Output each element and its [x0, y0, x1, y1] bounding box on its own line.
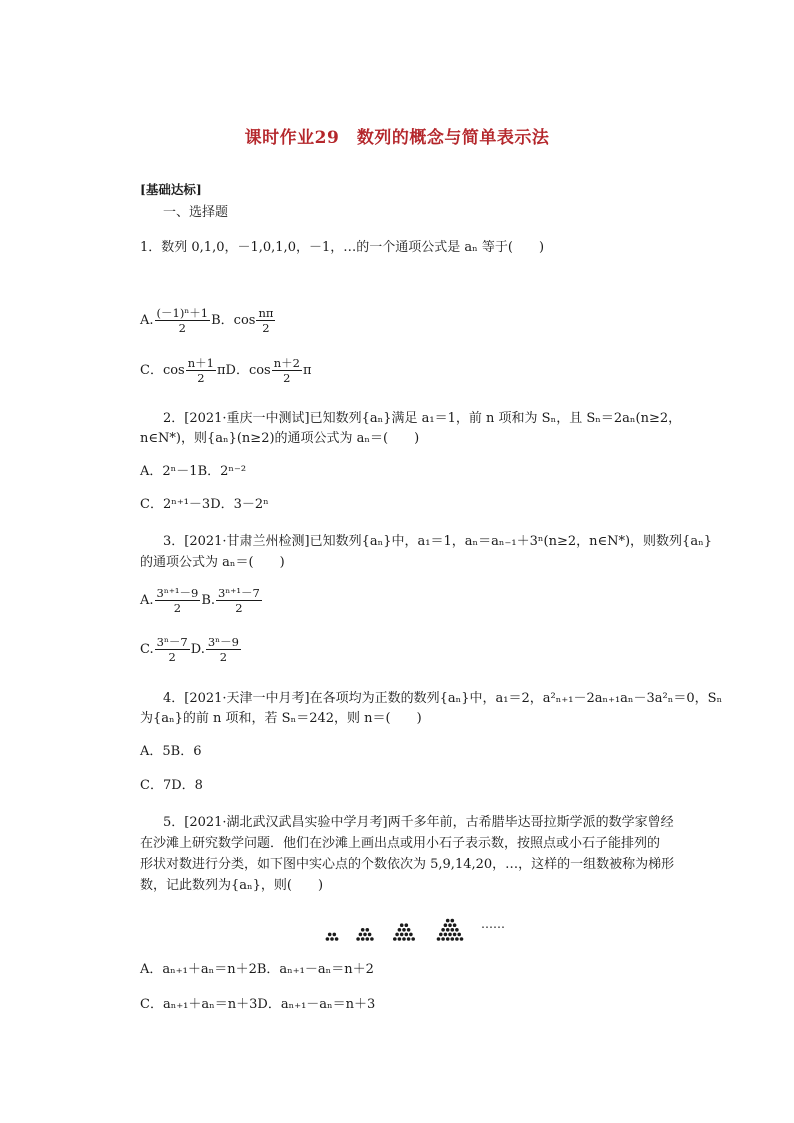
dot — [326, 937, 330, 941]
q1-option-b-num: nπ — [258, 306, 274, 320]
q3-option-c-fraction — [155, 635, 190, 664]
q1-option-d-suffix: π — [302, 363, 312, 378]
dot — [446, 919, 450, 923]
dot — [400, 933, 404, 937]
q1-option-a-den: 2 — [178, 321, 186, 335]
dot — [444, 933, 448, 937]
dot — [366, 937, 370, 941]
q3-option-a-prefix: A. — [140, 593, 154, 608]
q5-line-3: 形状对数进行分类，如下图中实心点的个数依次为 5,9,14,20，…，这样的一组数被称为梯形 — [140, 857, 675, 872]
dot — [402, 937, 406, 941]
q2-line-2: n∈N*)，则{aₙ}(n≥2)的通项公式为 aₙ＝( ) — [140, 431, 420, 446]
q1-options-ab — [140, 306, 276, 335]
dot — [409, 933, 413, 937]
q4-option-c: C．7 — [140, 778, 172, 793]
dot — [446, 928, 450, 932]
q3-options-cd — [140, 635, 242, 664]
dot — [330, 937, 334, 941]
dot — [455, 928, 459, 932]
q1-option-a-fraction — [155, 306, 211, 335]
trapezoid-dots-svg — [318, 906, 508, 946]
q1-option-c-num: n＋1 — [187, 356, 214, 370]
q1-option-d-fraction — [272, 356, 302, 385]
q2-line-1: 2．[2021·重庆一中测试]已知数列{aₙ}满足 a₁＝1，前 n 项和为 Sₙ，且 Sₙ＝2aₙ(n≥2， — [163, 411, 682, 426]
q5-option-d: D．aₙ₊₁－aₙ＝n＋3 — [257, 997, 376, 1012]
dot — [460, 937, 464, 941]
q3-option-a-num: 3ⁿ⁺¹－9 — [156, 586, 199, 600]
q3-option-d-den: 2 — [219, 650, 228, 664]
q2-options-cd — [140, 495, 269, 515]
dot — [368, 933, 372, 937]
q4-line-2: 为{aₙ}的前 n 项和，若 Sₙ＝242，则 n＝( ) — [140, 711, 422, 726]
dot — [366, 928, 370, 932]
dot — [328, 933, 332, 937]
dot — [363, 933, 367, 937]
q3-option-d-fraction — [206, 635, 241, 664]
dot — [407, 937, 411, 941]
dot — [439, 933, 443, 937]
q2-option-a: A．2ⁿ－1 — [140, 464, 198, 479]
dot — [398, 928, 402, 932]
q3-option-c-prefix: C. — [140, 642, 154, 657]
dot — [455, 937, 459, 941]
dot — [393, 937, 397, 941]
q1-option-c-den: 2 — [197, 371, 205, 385]
dot — [453, 923, 457, 927]
q2-option-c: C．2ⁿ⁺¹－3 — [140, 497, 211, 512]
q3-option-b-num: 3ⁿ⁺¹－7 — [218, 586, 260, 600]
dot — [441, 937, 445, 941]
dot — [451, 919, 455, 923]
dot — [444, 923, 448, 927]
q1-option-d-den: 2 — [283, 371, 291, 385]
q5-options-ab — [140, 960, 374, 980]
q1-option-d-prefix: D．cos — [225, 363, 271, 378]
figure-ellipsis: …… — [481, 917, 505, 931]
q3-option-b-fraction — [216, 586, 262, 615]
q3-option-c-num: 3ⁿ－7 — [156, 635, 188, 649]
dot — [437, 937, 441, 941]
q5-option-a: A．aₙ₊₁＋aₙ＝n＋2 — [140, 962, 257, 977]
q1-option-b-prefix: B．cos — [211, 313, 256, 328]
q3-options-ab — [140, 586, 263, 615]
section-heading: [基础达标] — [140, 182, 202, 197]
dot — [405, 923, 409, 927]
q4-option-a: A．5 — [140, 744, 171, 759]
q4-options-ab — [140, 742, 202, 762]
q3-option-d-prefix: D. — [190, 642, 205, 657]
q4-option-b: B．6 — [170, 744, 202, 759]
dot — [402, 928, 406, 932]
q3-line-2: 的通项公式为 aₙ＝( ) — [140, 555, 285, 570]
q1-options-cd — [140, 356, 312, 385]
q2-options-ab — [140, 462, 246, 482]
q4-line-1: 4．[2021·天津一中月考]在各项均为正数的数列{aₙ}中，a₁＝2，a²ₙ₊₁－2aₙ₊₁aₙ－3a²ₙ＝0，Sₙ — [163, 691, 723, 706]
q3-option-a-fraction — [155, 586, 201, 615]
q3-option-b-den: 2 — [235, 601, 243, 615]
q5-option-c: C．aₙ₊₁＋aₙ＝n＋3 — [140, 997, 258, 1012]
q1-option-a-prefix: A. — [140, 313, 154, 328]
dot — [359, 933, 363, 937]
dot — [407, 928, 411, 932]
dot — [356, 937, 360, 941]
dot — [451, 928, 455, 932]
dot — [411, 937, 415, 941]
dot — [457, 933, 461, 937]
q3-option-c-den: 2 — [168, 650, 176, 664]
q5-line-1: 5．[2021·湖北武汉武昌实验中学月考]两千多年前，古希腊毕达哥拉斯学派的数学家曾经 — [163, 815, 674, 830]
dot — [448, 923, 452, 927]
q3-option-d-num: 3ⁿ－9 — [207, 635, 239, 649]
q5-line-2: 在沙滩上研究数学问题．他们在沙滩上画出点或用小石子表示数，按照点或小石子能排列的 — [140, 836, 661, 851]
q1-option-c-suffix: π — [216, 363, 226, 378]
q1-option-c-prefix: C．cos — [140, 363, 185, 378]
q5-options-cd — [140, 995, 375, 1015]
dot — [398, 937, 402, 941]
dot — [453, 933, 457, 937]
dot — [441, 928, 445, 932]
dot — [335, 937, 339, 941]
dot — [395, 933, 399, 937]
dot — [448, 933, 452, 937]
q2-option-d: D．3－2ⁿ — [210, 497, 269, 512]
q4-options-cd — [140, 776, 203, 796]
q1-option-a-num: (－1)ⁿ＋1 — [156, 306, 209, 320]
q2-option-b: B．2ⁿ⁻² — [197, 464, 247, 479]
dot — [361, 937, 365, 941]
page-title: 课时作业29 数列的概念与简单表示法 — [244, 128, 550, 148]
dot — [446, 937, 450, 941]
dot — [405, 933, 409, 937]
q1-option-b-den: 2 — [262, 321, 270, 335]
part-heading: 一、选择题 — [163, 205, 229, 220]
q3-option-a-den: 2 — [173, 601, 182, 615]
dot — [400, 923, 404, 927]
dot — [333, 933, 337, 937]
q1-stem: 1．数列 0,1,0，－1,0,1,0，－1，…的一个通项公式是 aₙ 等于( ) — [140, 240, 545, 255]
q5-line-4: 数，记此数列为{aₙ}，则( ) — [140, 878, 324, 893]
q5-option-b: B．aₙ₊₁－aₙ＝n＋2 — [256, 962, 374, 977]
dot — [370, 937, 374, 941]
trapezoid-dots-figure — [318, 906, 508, 946]
q1-option-b-fraction — [256, 306, 275, 335]
dot — [361, 928, 365, 932]
dot — [451, 937, 455, 941]
q1-option-c-fraction — [186, 356, 216, 385]
q4-option-d: D．8 — [171, 778, 203, 793]
q3-line-1: 3．[2021·甘肃兰州检测]已知数列{aₙ}中，a₁＝1，aₙ＝aₙ₋₁＋3ⁿ(n≥2，n∈N*)，则数列{aₙ} — [163, 534, 712, 549]
q1-option-d-num: n＋2 — [273, 356, 300, 370]
q3-option-b-prefix: B. — [201, 593, 216, 608]
